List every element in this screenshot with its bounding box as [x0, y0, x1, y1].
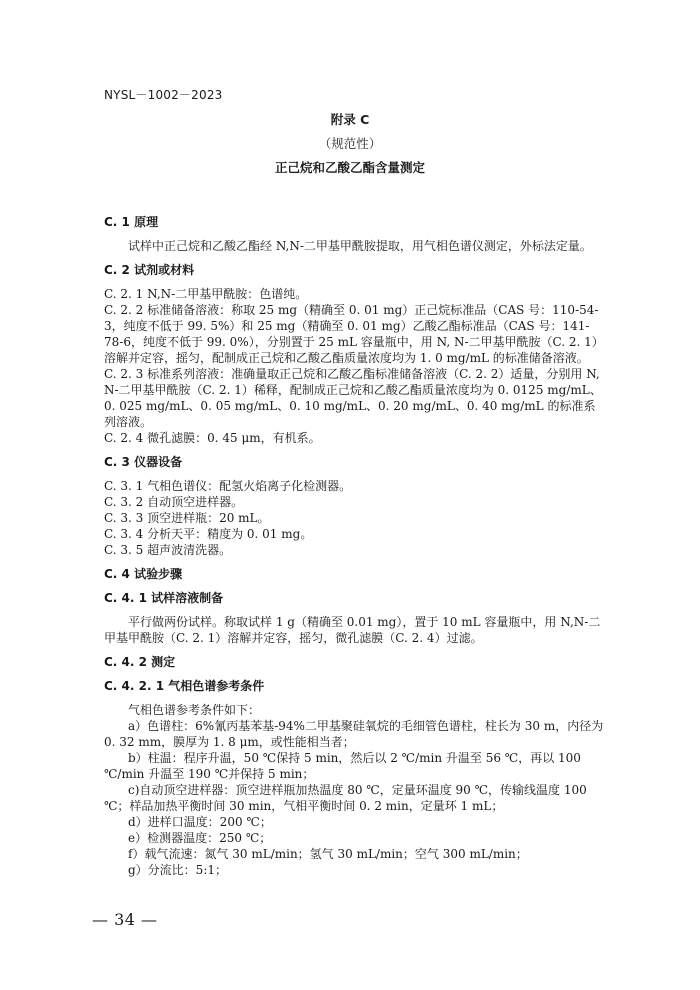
document-body: [104, 214, 604, 878]
standard-code: NYSL－1002－2023: [104, 88, 223, 102]
equipment-item: C. 3. 1 气相色谱仪：配氢火焰离子化检测器。: [104, 479, 352, 493]
condition-item: f）载气流速：氮气 30 mL/min；氢气 30 mL/min；空气 300 mL/min；: [128, 847, 528, 861]
condition-item: c)自动顶空进样器：顶空进样瓶加热温度 80 ℃，定量环温度 90 ℃，传输线温度 100 ℃；样品加热平衡时间 30 min，气相平衡时间 0. 2 min，定量环 1 mL；: [104, 783, 587, 813]
annex-type: （规范性）: [318, 136, 382, 151]
subsection-text-c41: 平行做两份试样。称取试样 1 g（精确至 0.01 mg），置于 10 mL 容量瓶中，用 N,N-二甲基甲酰胺（C. 2. 1）溶解并定容，摇匀，微孔滤膜（C. 2. 4）过滤。: [104, 615, 601, 645]
reagent-item: C. 2. 3 标准系列溶液：准确量取正己烷和乙酸乙酯标准储备溶液（C. 2. 2）适量，分别用 N, N-二甲基甲酰胺（C. 2. 1）稀释，配制成正己烷和乙酸乙酯质量浓度均为 0. 0125 mg/mL、0. 025 mg/mL、0. 05 mg/mL、0. 10 mg/mL、0. 20 mg/mL、0. 40 mg/mL 的标准系列溶液。: [104, 367, 602, 429]
section-heading-c1: C. 1 原理: [104, 215, 159, 229]
equipment-item: C. 3. 3 顶空进样瓶：20 mL。: [104, 511, 270, 525]
section-heading-c2: C. 2 试剂或材料: [104, 263, 195, 277]
annex-label: 附录 C: [330, 112, 370, 127]
subsection-heading-c41: C. 4. 1 试样溶液制备: [104, 591, 224, 605]
subsection-heading-c42: C. 4. 2 测定: [104, 655, 176, 669]
annex-title: 正己烷和乙酸乙酯含量测定: [274, 160, 425, 175]
section-text-c1: 试样中正己烷和乙酸乙酯经 N,N-二甲基甲酰胺提取，用气相色谱仪测定，外标法定量。: [128, 239, 592, 253]
reagent-item: C. 2. 2 标准储备溶液：称取 25 mg（精确至 0. 01 mg）正己烷标准品（CAS 号：110-54-3，纯度不低于 99. 5%）和 25 mg（精确至 0. 01 mg）乙酸乙酯标准品（CAS 号：141-78-6，纯度不低于 99. 0%），分别置于 25 mL 容量瓶中，用 N, N-二甲基甲酰胺（C. 2. 1）溶解并定容，摇匀，配制成正己烷和乙酸乙酯质量浓度均为 1. 0 mg/mL 的标准储备溶液。: [104, 303, 604, 365]
condition-item: g）分流比：5:1；: [128, 863, 227, 877]
condition-item: e）检测器温度：250 ℃；: [128, 831, 272, 845]
equipment-item: C. 3. 5 超声波清洗器。: [104, 543, 232, 557]
equipment-item: C. 3. 2 自动顶空进样器。: [104, 495, 244, 509]
condition-item: d）进样口温度：200 ℃；: [128, 815, 272, 829]
section-heading-c3: C. 3 仪器设备: [104, 455, 183, 469]
equipment-item: C. 3. 4 分析天平：精度为 0. 01 mg。: [104, 527, 313, 541]
subsection-heading-c421: C. 4. 2. 1 气相色谱参考条件: [104, 679, 265, 693]
conditions-intro: 气相色谱参考条件如下：: [128, 703, 261, 717]
reagent-item: C. 2. 4 微孔滤膜：0. 45 μm，有机系。: [104, 431, 321, 445]
condition-item: a）色谱柱：6%氰丙基苯基-94%二甲基聚硅氧烷的毛细管色谱柱，柱长为 30 m，内径为 0. 32 mm，膜厚为 1. 8 μm，或性能相当者；: [104, 719, 604, 749]
page-number: — 34 —: [92, 910, 158, 929]
section-heading-c4: C. 4 试验步骤: [104, 567, 183, 581]
reagent-item: C. 2. 1 N,N-二甲基甲酰胺：色谱纯。: [104, 287, 308, 301]
condition-item: b）柱温：程序升温，50 ℃保持 5 min，然后以 2 ℃/min 升温至 56 ℃，再以 100 ℃/min 升温至 190 ℃并保持 5 min；: [104, 751, 581, 781]
